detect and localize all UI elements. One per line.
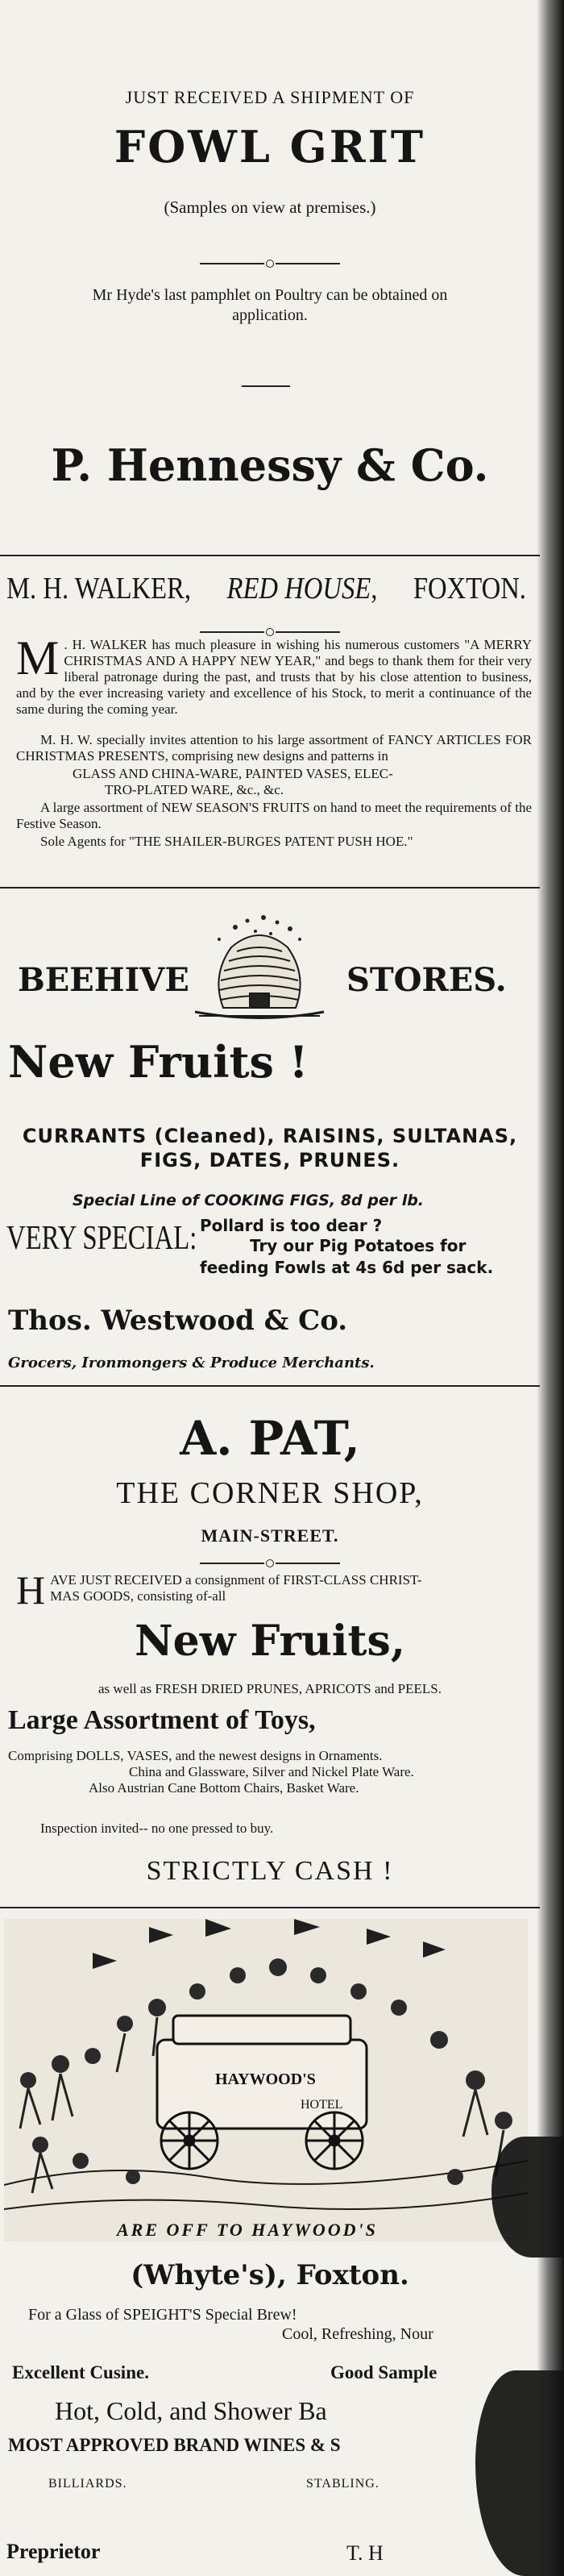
pat-cash: STRICTLY CASH ! xyxy=(146,1856,394,1886)
engraving-sign-text: HAYWOOD'S xyxy=(215,2070,316,2088)
beehive-new-fruits: New Fruits ! xyxy=(8,1036,309,1088)
haywood-whytes: (Whyte's), Foxton. xyxy=(131,2259,409,2291)
haywood-billiards: BILLIARDS. xyxy=(48,2477,127,2491)
pat-comprising-line1: Comprising DOLLS, VASES, and the newest designs in Ornaments. xyxy=(8,1748,383,1763)
engraving-caption: ARE OFF TO HAYWOOD'S xyxy=(117,2220,378,2240)
pat-new-fruits: New Fruits, xyxy=(135,1617,405,1666)
walker-dropcap: M xyxy=(16,631,60,685)
pat-toys: Large Assortment of Toys, xyxy=(8,1705,316,1735)
beehive-trade: Grocers, Ironmongers & Produce Merchants. xyxy=(8,1355,375,1371)
pat-comprising-line2: China and Glassware, Silver and Nickel Plate Ware. xyxy=(129,1764,414,1779)
haywood-stabling: STABLING. xyxy=(306,2477,379,2491)
beehive-pollard-line2: Try our Pig Potatoes for xyxy=(250,1236,467,1255)
haywood-preprietor: Preprietor xyxy=(6,2540,101,2563)
beehive-list-line2: FIGS, DATES, PRUNES. xyxy=(139,1149,400,1171)
haywood-cusine: Excellent Cusine. xyxy=(12,2362,149,2382)
pat-dried: as well as FRESH DRIED PRUNES, APRICOTS and PEELS. xyxy=(98,1681,442,1696)
walker-paragraph-1-text: . H. WALKER has much pleasure in wishing his numerous customers "A MERRY CHRISTMAS AND A HAPPY NEW YEAR," and begs to thank them for their very liberal patronage during the past, and trusts that by his close attention to business, and by the ever increasing variety and excellence of his Stock, to merit a continuance of the same during the coming year. xyxy=(16,637,532,717)
pat-shop: THE CORNER SHOP, xyxy=(116,1476,424,1510)
engraving-hotel-text: HOTEL xyxy=(301,2098,343,2112)
beehive-pollard-line3: feeding Fowls at 4s 6d per sack. xyxy=(200,1258,494,1277)
fowl-grit-headline: FOWL GRIT xyxy=(114,121,426,173)
pat-intro-line2: MAS GOODS, consisting of-all xyxy=(50,1588,226,1604)
beehive-engraving xyxy=(187,903,332,1024)
walker-title-name: M. H. WALKER, xyxy=(6,572,192,606)
haywood-good-sample: Good Sample xyxy=(330,2362,438,2382)
fowl-grit-intro: JUST RECEIVED A SHIPMENT OF xyxy=(125,87,415,107)
haywood-baths: Hot, Cold, and Shower Ba xyxy=(55,2396,327,2425)
beehive-proprietor: Thos. Westwood & Co. xyxy=(8,1305,348,1337)
haywood-cool-line: Cool, Refreshing, Nour xyxy=(282,2325,433,2343)
scan-shadow-edge xyxy=(537,0,564,2576)
section-divider xyxy=(0,1385,540,1387)
section-divider xyxy=(0,887,540,888)
short-divider xyxy=(242,385,290,387)
walker-title-town: FOXTON. xyxy=(413,572,526,606)
pat-dropcap: H xyxy=(16,1567,46,1613)
separator-ornament xyxy=(0,256,540,271)
beehive-special-line: Special Line of COOKING FIGS, 8d per lb. xyxy=(73,1192,425,1209)
walker-title-red-house: RED HOUSE, xyxy=(226,572,378,606)
beehive-pollard-line1: Pollard is too dear ? xyxy=(200,1216,383,1235)
hennessy-name: P. Hennessy & Co. xyxy=(51,439,489,491)
fowl-grit-samples: (Samples on view at premises.) xyxy=(164,198,376,217)
pat-street: MAIN-STREET. xyxy=(201,1525,339,1546)
pat-comprising-line3: Also Austrian Cane Bottom Chairs, Basket Ware. xyxy=(89,1780,359,1796)
beehive-list-line1: CURRANTS (Cleaned), RAISINS, SULTANAS, xyxy=(22,1125,518,1147)
section-divider xyxy=(0,1907,540,1908)
pat-inspection: Inspection invited-- no one pressed to buy. xyxy=(40,1821,274,1836)
haywoods-coach-engraving xyxy=(4,1919,528,2241)
fowl-grit-pamphlet-line1: Mr Hyde's last pamphlet on Poultry can be obtained on xyxy=(92,286,448,304)
haywood-glass-line: For a Glass of SPEIGHT'S Special Brew! xyxy=(28,2306,297,2324)
separator-ornament xyxy=(0,1556,540,1571)
beehive-left-word: BEEHIVE xyxy=(18,961,189,999)
pat-intro-line1: AVE JUST RECEIVED a consignment of FIRST-CLASS CHRIST- xyxy=(50,1572,422,1588)
beehive-very-special: VERY SPECIAL: xyxy=(6,1220,197,1257)
fowl-grit-pamphlet-line2: application. xyxy=(232,306,308,324)
section-divider xyxy=(0,555,540,556)
pat-intro xyxy=(16,1567,532,1613)
walker-paragraph-3-line1: GLASS AND CHINA-WARE, PAINTED VASES, ELEC- xyxy=(73,766,393,781)
haywood-proprietor-initial: T. H xyxy=(346,2541,384,2565)
walker-paragraph-1 xyxy=(16,631,532,718)
pat-name: A. PAT, xyxy=(180,1411,360,1466)
walker-paragraph-4: A large assortment of NEW SEASON'S FRUITS on hand to meet the requirements of the Festive Season. xyxy=(16,800,532,831)
beehive-right-word: STORES. xyxy=(346,961,507,999)
walker-paragraph-2: M. H. W. specially invites attention to his large assortment of FANCY ARTICLES FOR CHRISTMAS PRESENTS, comprising new designs and patterns in xyxy=(16,732,532,764)
walker-title xyxy=(6,571,526,606)
walker-paragraph-3-line2: TRO-PLATED WARE, &c., &c. xyxy=(105,782,284,797)
walker-paragraph-5: Sole Agents for "THE SHAILER-BURGES PATENT PUSH HOE." xyxy=(40,834,413,849)
haywood-wines: MOST APPROVED BRAND WINES & S xyxy=(8,2435,341,2455)
